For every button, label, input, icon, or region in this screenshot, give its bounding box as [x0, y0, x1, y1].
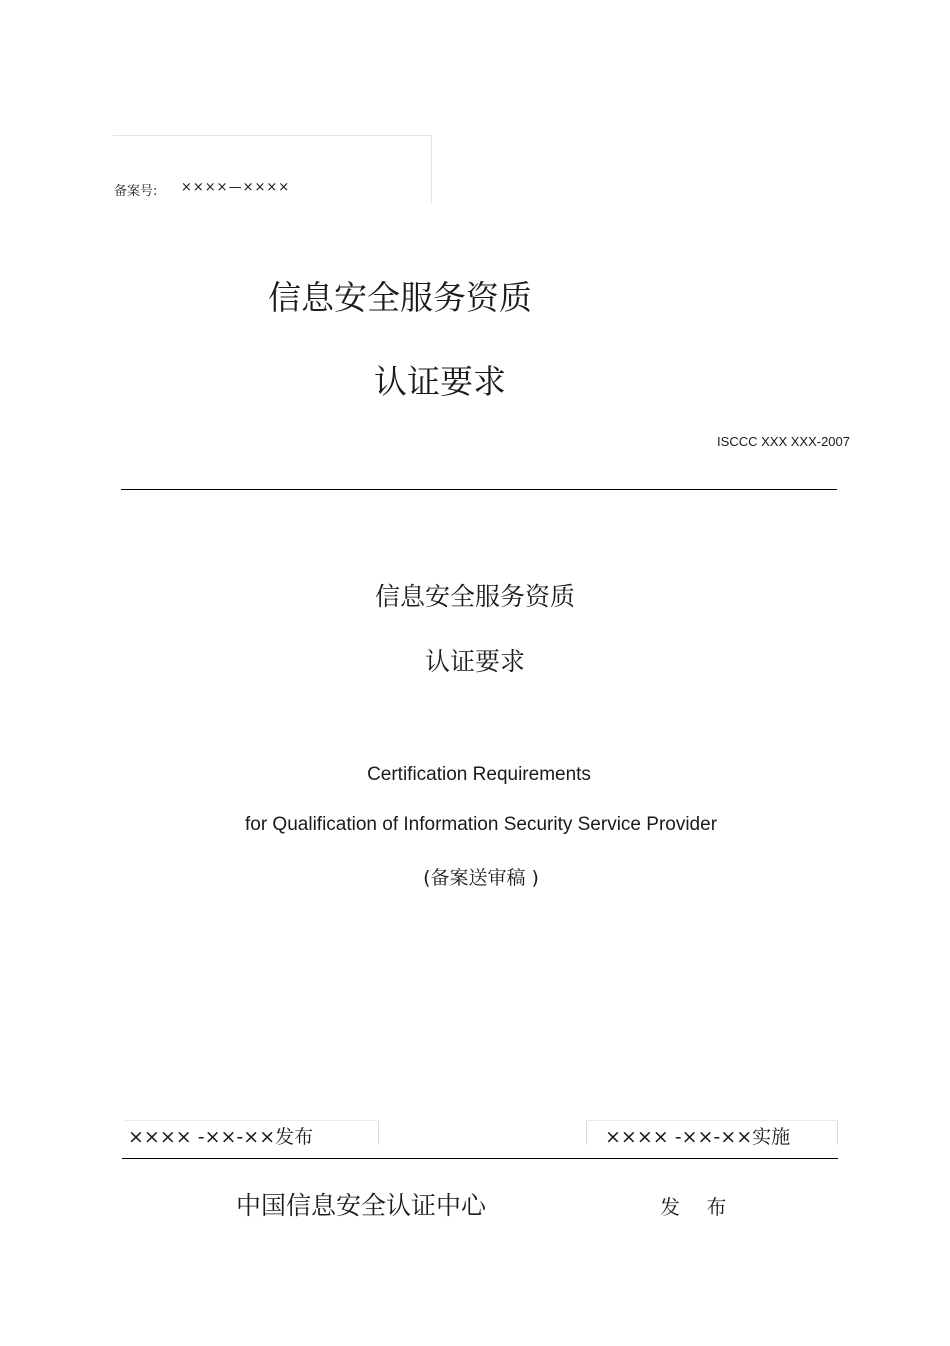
publish-date: ×××× -××-××发布: [128, 1126, 314, 1148]
record-number-value: ××××—××××: [181, 180, 291, 195]
standard-code: ISCCC XXX XXX-2007: [717, 434, 850, 449]
main-title-line-2: 认证要求: [424, 647, 525, 676]
main-title-line-1: 信息安全服务资质: [374, 582, 575, 611]
issue-action: 发 布: [660, 1195, 737, 1219]
cover-title-line-2: 认证要求: [374, 362, 506, 401]
cover-title-line-1: 信息安全服务资质: [268, 278, 532, 317]
record-number-label: 备案号:: [114, 184, 158, 199]
draft-note: (备案送审稿 ): [423, 867, 539, 889]
bottom-divider: [122, 1158, 838, 1159]
issuer-name: 中国信息安全认证中心: [236, 1191, 487, 1220]
effective-date: ×××× -××-××实施: [605, 1126, 791, 1148]
english-title-line-2: for Qualification of Information Security Service Provider: [244, 814, 718, 835]
top-divider: [121, 489, 837, 490]
english-title-line-1: Certification Requirements: [367, 764, 591, 785]
